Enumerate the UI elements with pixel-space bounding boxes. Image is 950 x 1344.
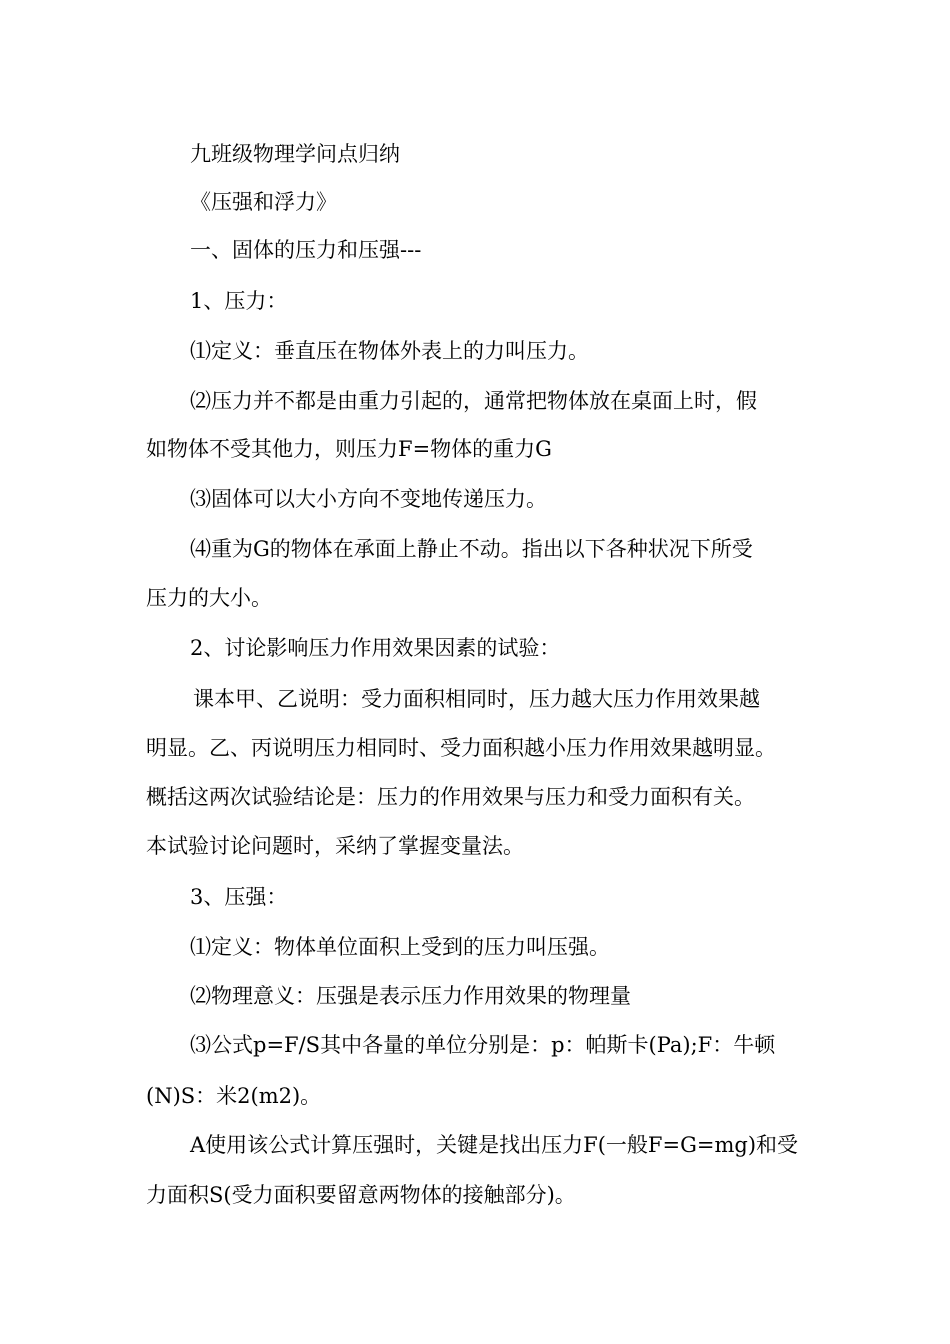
text-line: ⑵物理意义：压强是表示压力作用效果的物理量 <box>190 984 631 1008</box>
text-line: A使用该公式计算压强时，关键是找出压力F(一般F=G=mg)和受 <box>190 1133 799 1157</box>
text-line: 课本甲、乙说明：受力面积相同时，压力越大压力作用效果越 <box>193 687 760 711</box>
text-line: ⑴定义：物体单位面积上受到的压力叫压强。 <box>190 935 610 959</box>
text-line: 概括这两次试验结论是：压力的作用效果与压力和受力面积有关。 <box>146 785 755 809</box>
section-heading: 一、固体的压力和压强--- <box>190 238 422 262</box>
chapter-title: 《压强和浮力》 <box>190 190 337 214</box>
subsection-heading: 2、讨论影响压力作用效果因素的试验： <box>190 636 561 660</box>
text-line: ⑷重为G的物体在承面上静止不动。指出以下各种状况下所受 <box>190 537 753 561</box>
subsection-heading: 3、压强： <box>190 885 288 909</box>
document-title: 九班级物理学问点归纳 <box>190 142 400 166</box>
subsection-heading: 1、压力： <box>190 289 288 313</box>
text-line: ⑵压力并不都是由重力引起的，通常把物体放在桌面上时，假 <box>190 389 757 413</box>
text-line: 本试验讨论问题时，采纳了掌握变量法。 <box>146 834 524 858</box>
text-line: 力面积S(受力面积要留意两物体的接触部分)。 <box>146 1183 576 1207</box>
text-line: 压力的大小。 <box>146 586 272 610</box>
text-line: ⑶固体可以大小方向不变地传递压力。 <box>190 487 547 511</box>
text-line: ⑶公式p=F/S其中各量的单位分别是：p：帕斯卡(Pa);F：牛顿 <box>190 1033 776 1057</box>
text-line: ⑴定义：垂直压在物体外表上的力叫压力。 <box>190 339 589 363</box>
text-line: 如物体不受其他力，则压力F=物体的重力G <box>146 437 552 461</box>
text-line: 明显。乙、丙说明压力相同时、受力面积越小压力作用效果越明显。 <box>146 736 776 760</box>
text-line: (N)S：米2(m2)。 <box>146 1084 322 1108</box>
